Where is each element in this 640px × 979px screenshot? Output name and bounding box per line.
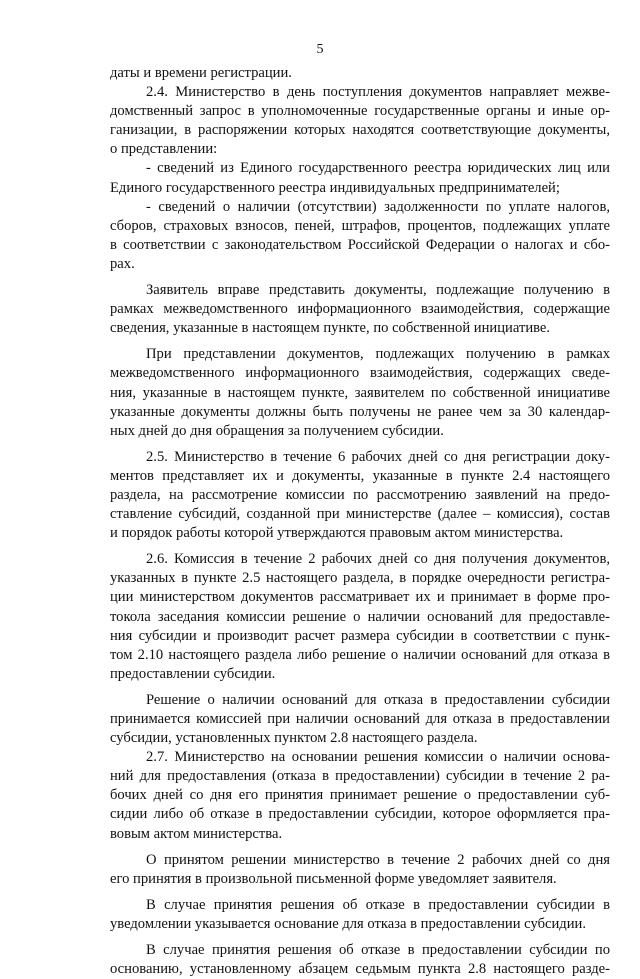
text-line: вовым актом министерства. [110, 825, 283, 842]
text-line: сборов, страховых взносов, пеней, штрафов, процентов, подлежащих уплате [110, 217, 610, 234]
page-number: 5 [316, 42, 324, 57]
text-line: - сведений из Единого государственного реестра юридических лиц или [146, 160, 610, 177]
text-line: 2.6. Комиссия в течение 2 рабочих дней со дня получения документов, [146, 551, 610, 568]
text-line: рамках межведомственного информационного взаимодействия, содержащие [110, 301, 610, 318]
text-line: Единого государственного реестра индивидуальных предпринимателей; [110, 179, 560, 196]
text-line: Заявитель вправе представить документы, подлежащие получению в [146, 282, 610, 299]
document-body [110, 64, 610, 979]
text-line: домственный запрос в уполномоченные государственные органы и иные ор- [110, 103, 610, 120]
text-line: о представлении: [110, 141, 218, 158]
text-line: В случае принятия решения об отказе в предоставлении субсидии в [146, 896, 610, 913]
text-line: ставление субсидий, созданной при министерстве (далее – комиссия), состав [110, 506, 610, 523]
text-line: уведомлении указывается основание для отказа в предоставлении субсидии. [110, 915, 586, 932]
text-line: ных дней до дня обращения за получением субсидии. [110, 422, 444, 439]
text-line: бочих дней со дня его принятия принимает решение о предоставлении суб- [110, 787, 610, 804]
text-line: межведомственного информационного взаимодействия, содержащих сведе- [110, 365, 610, 382]
text-line: указанные документы должны быть получены не ранее чем за 30 календар- [110, 403, 610, 420]
text-line: основанию, установленному абзацем седьмым пункта 2.8 настоящего разде- [110, 961, 610, 978]
text-line: его принятия в произвольной письменной форме уведомляет заявителя. [110, 870, 557, 887]
paragraph-2-5 [110, 448, 610, 543]
paragraph-2-7 [110, 748, 610, 843]
text-line: ментов представляет их и документы, указанные в пункте 2.4 настоящего [110, 467, 610, 484]
paragraph-2-4 [110, 83, 610, 159]
text-line: субсидии, установленных пунктом 2.8 настоящего раздела. [110, 730, 478, 747]
list-item-tax-debt [110, 198, 610, 274]
text-line: 2.4. Министерство в день поступления документов направляет межве- [146, 84, 610, 101]
text-line: указанных в пункте 2.5 настоящего раздела, в порядке очередности регистра- [110, 570, 610, 587]
text-line: ний для предоставления (отказа в предоставлении) субсидии в течение 2 ра- [110, 768, 610, 785]
text-line: При представлении документов, подлежащих получению в рамках [146, 346, 610, 363]
text-line: ния, указанные в настоящем пункте, заявителем по собственной инициативе [110, 384, 610, 401]
text-line: В случае принятия решения об отказе в предоставлении субсидии по [146, 942, 610, 959]
text-line: ганизации, в распоряжении которых находятся соответствующие документы, [110, 122, 610, 139]
text-line: 2.5. Министерство в течение 6 рабочих дней со дня регистрации доку- [146, 448, 610, 465]
text-line: даты и времени регистрации. [110, 65, 292, 81]
paragraph-2-6 [110, 550, 610, 684]
paragraph-applicant-right [110, 281, 610, 338]
text-line: рах. [110, 255, 135, 272]
paragraph-continuation [110, 64, 610, 83]
text-line: ния субсидии и производит расчет размера субсидии в соответствии с пунк- [110, 627, 610, 644]
text-line: и порядок работы которой утверждаются правовым актом министерства. [110, 525, 564, 542]
text-line: - сведений о наличии (отсутствии) задолженности по уплате налогов, [146, 198, 610, 215]
text-line: принимается комиссией при наличии оснований для отказа в предоставлении [110, 711, 610, 727]
text-line: том 2.10 настоящего раздела либо решение о наличии оснований для отказа в [110, 646, 610, 663]
paragraph-notify [110, 851, 610, 889]
text-line: раздела, на рассмотрение комиссии по рассмотрению заявлений на предо- [110, 486, 610, 503]
text-line: О принятом решении министерство в течение 2 рабочих дней со дня [146, 851, 610, 868]
text-line: Решение о наличии оснований для отказа в предоставлении субсидии [146, 691, 610, 708]
paragraph-refusal-decision [110, 691, 610, 748]
text-line: предоставлении субсидии. [110, 665, 276, 682]
text-line: сведения, указанные в настоящем пункте, по собственной инициативе. [110, 320, 551, 337]
paragraph-refusal-basis [110, 941, 610, 979]
text-line: ции министерством документов рассматривает их и принимает в форме про- [110, 589, 610, 606]
text-line: в соответствии с законодательством Российской Федерации о налогах и сбо- [110, 236, 610, 253]
text-line: 2.7. Министерство на основании решения комиссии о наличии основа- [146, 749, 610, 766]
text-line: токола заседания комиссии решение о наличии оснований для предоставле- [110, 608, 610, 625]
paragraph-refusal-reason [110, 896, 610, 934]
paragraph-documents-date [110, 345, 610, 440]
text-line: сидии либо об отказе в предоставлении субсидии, которое оформляется пра- [110, 806, 610, 823]
list-item-egrul [110, 159, 610, 197]
